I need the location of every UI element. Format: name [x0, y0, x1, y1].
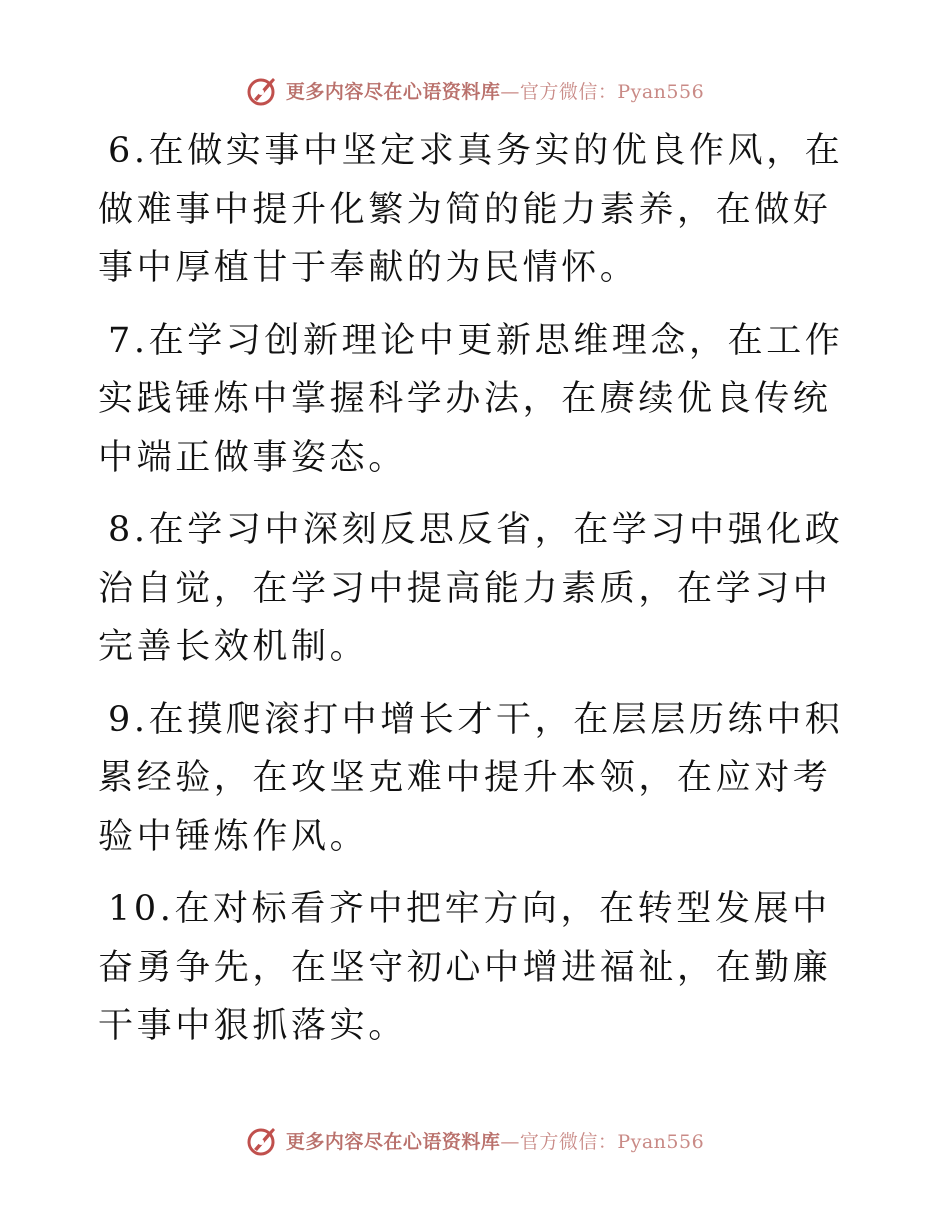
list-item-9: 9.在摸爬滚打中增长才干，在层层历练中积累经验，在攻坚克难中提升本领，在应对考验中锤炼作风。 [98, 699, 844, 857]
footer-banner-wechat: —官方微信：Pyan556 [500, 1130, 705, 1153]
pen-logo-icon [246, 1123, 280, 1157]
list-item-8: 8.在学习中深刻反思反省，在学习中强化政治自觉，在学习中提高能力素质，在学习中完善长效机制。 [98, 510, 844, 667]
footer-banner-text [286, 1127, 704, 1154]
header-banner [0, 70, 950, 110]
list-item-6: 6.在做实事中坚定求真务实的优良作风，在做难事中提升化繁为简的能力素养，在做好事中厚植甘于奉献的为民情怀。 [98, 131, 844, 288]
list-item-7: 7.在学习创新理论中更新思维理念，在工作实践锤炼中掌握科学办法，在赓续优良传统中端正做事姿态。 [98, 320, 844, 478]
pen-logo-icon [246, 73, 280, 107]
list-item-10: 10.在对标看齐中把牢方向，在转型发展中奋勇争先，在坚守初心中增进福祉，在勤廉干事中狠抓落实。 [98, 889, 832, 1046]
header-banner-title: 更多内容尽在心语资料库 [285, 80, 501, 103]
header-banner-wechat: —官方微信：Pyan556 [500, 80, 705, 103]
footer-banner [0, 1120, 950, 1160]
document-body [98, 122, 858, 1070]
header-banner-text [286, 77, 704, 104]
footer-banner-title: 更多内容尽在心语资料库 [285, 1130, 501, 1153]
